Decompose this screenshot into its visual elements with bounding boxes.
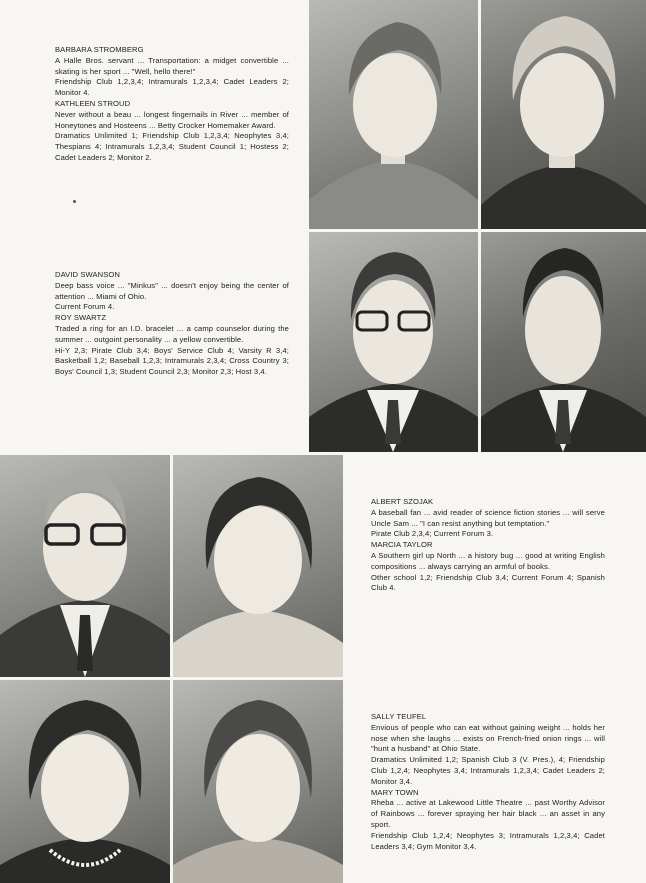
portrait-barbara-stromberg: [309, 0, 478, 229]
portrait-figure: [0, 680, 170, 883]
bio-block-swanson-swartz: [55, 270, 289, 378]
student-name: ALBERT SZOJAK: [371, 497, 434, 506]
portrait-roy-swartz: [481, 232, 646, 452]
student-activities: Pirate Club 2,3,4; Current Forum 3.: [371, 529, 494, 539]
portrait-david-swanson: [309, 232, 478, 452]
student-activities: Friendship Club 1,2,3,4; Intramurals 1,2,3,4; Cadet Leaders 2; Monitor 4.: [55, 77, 289, 98]
portrait-figure: [309, 0, 478, 229]
page-speck: [73, 200, 76, 203]
portrait-marcia-taylor: [173, 455, 343, 677]
portrait-albert-szojak: [0, 455, 170, 677]
portrait-figure: [0, 455, 170, 677]
portrait-figure: [481, 232, 646, 452]
portrait-mary-town: [173, 680, 343, 883]
student-activities: Dramatics Unlimited 1; Friendship Club 1,2,3,4; Neophytes 3,4; Thespians 4; Intramurals 1,2,3,4; Student Council 1; Hostess 2; Cadet Leaders 2; Monitor 2.: [55, 131, 289, 162]
student-name: DAVID SWANSON: [55, 270, 121, 279]
student-activities: Dramatics Unlimited 1,2; Spanish Club 3 (V. Pres.), 4; Friendship Club 1,2,4; Neophytes 3,4; Intramurals 1,2,3,4; Cadet Leaders 2; Monitor 3,4.: [371, 755, 605, 786]
portrait-figure: [173, 455, 343, 677]
portrait-figure: [309, 232, 478, 452]
student-name: SALLY TEUFEL: [371, 712, 427, 721]
student-description: Deep bass voice ... "Minkus" ... doesn't enjoy being the center of attention ... Miami of Ohio.: [55, 280, 289, 301]
student-name: KATHLEEN STROUD: [55, 98, 131, 108]
bio-block-szojak-taylor: [371, 497, 605, 594]
student-activities: Hi-Y 2,3; Pirate Club 3,4; Boys' Service Club 4; Varsity R 3,4; Basketball 1,2; Baseball 1,2,3; Intramurals 2,3,4; Cross Country 3; Boys' Council 1,3; Student Council 2,3; Monitor 2,3; Host 3,4.: [55, 345, 289, 377]
portrait-sally-teufel: [0, 680, 170, 883]
student-name: MARCIA TAYLOR: [371, 540, 433, 550]
bio-block-stromberg-stroud: [55, 45, 289, 164]
student-activities: Other school 1,2; Friendship Club 3,4; Current Forum 4; Spanish Club 4.: [371, 572, 605, 593]
student-activities: Friendship Club 1,2,4; Neophytes 3; Intramurals 1,2,3,4; Cadet Leaders 3,4; Gym Monitor 3,4.: [371, 830, 605, 851]
bio-block-teufel-town: [371, 712, 605, 852]
student-description: Rheba ... active at Lakewood Little Theatre ... past Worthy Advisor of Rainbows ... forever spraying her hair black ... an asset in any sport.: [371, 798, 605, 829]
student-activities: Current Forum 4.: [55, 302, 115, 312]
student-description: Never without a beau ... longest fingernails in River ... member of Honeytones and Hosteens ... Betty Crocker Homemaker Award.: [55, 109, 289, 130]
portrait-figure: [481, 0, 646, 229]
student-description: A baseball fan ... avid reader of science fiction stories ... will serve Uncle Sam ... "I can resist anything but temptation.": [371, 507, 605, 528]
student-description: A Southern girl up North ... a history bug ... good at writing English compositions ... always carrying an armful of books.: [371, 550, 605, 571]
student-description: Envious of people who can eat without gaining weight ... holds her nose when she laughs ... exists on French-fried onion rings ... will "hunt a husband" at Ohio State.: [371, 722, 605, 754]
portrait-kathleen-stroud: [481, 0, 646, 229]
student-name: BARBARA STROMBERG: [55, 45, 144, 54]
student-name: ROY SWARTZ: [55, 313, 107, 323]
student-name: MARY TOWN: [371, 787, 419, 797]
student-description: Traded a ring for an I.D. bracelet ... a camp counselor during the summer ... outgoint personality ... a yellow convertible.: [55, 323, 289, 344]
student-description: A Halle Bros. servant ... Transportation: a midget convertible ... skating is her sport ... "Well, hello there!": [55, 55, 289, 76]
portrait-figure: [173, 680, 343, 883]
